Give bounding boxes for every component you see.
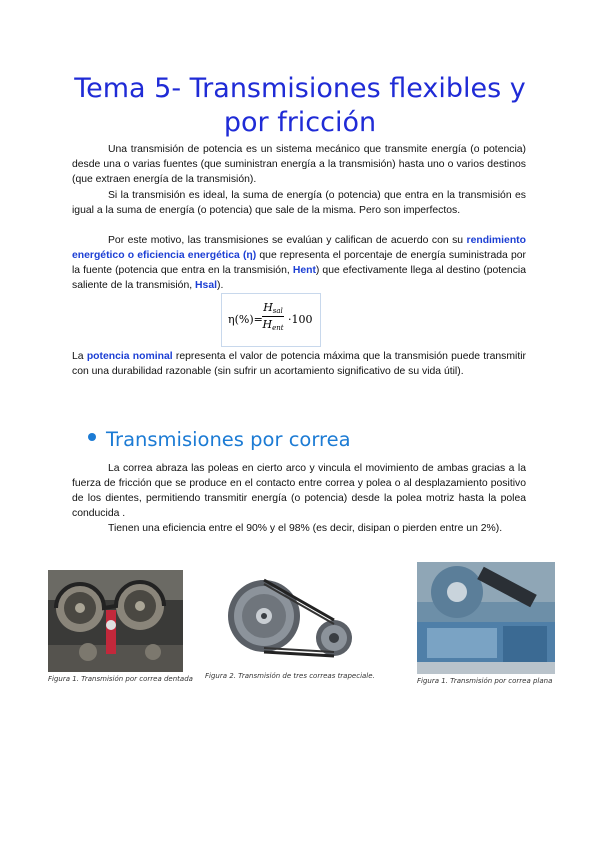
figure-caption-2: Figura 2. Transmisión de tres correas trapeciale.: [205, 672, 375, 680]
efficiency-formula: [221, 293, 321, 347]
figure-caption-3: Figura 1. Transmisión por correa plana: [417, 677, 553, 685]
figure-timing-belt-image: [48, 570, 183, 672]
page-title: Tema 5- Transmisiones flexibles y por fricción: [74, 73, 526, 138]
formula-lhs: η(%)=: [228, 313, 263, 326]
paragraph-eficiencia-correa: Tienen una eficiencia entre el 90% y el 98% (es decir, disipan o pierden entre un 2%).: [108, 523, 503, 534]
term-hsal: Hsal: [195, 280, 217, 291]
paragraph-correa: La correa abraza las poleas en cierto arco y vincula el movimiento de ambas gracias a la fuerza de fricción que se produce en el contacto entre correa y polea o al desplazamiento positivo de los dientes, permitiendo transmitir energía (o potencia) desde la polea motriz hasta la polea conducida .: [72, 463, 526, 519]
term-rendimiento: rendimiento energético o eficiencia energética (η): [72, 235, 526, 261]
paragraph-ideal: Si la transmisión es ideal, la suma de energía (o potencia) que entra en la transmisión es igual a la suma de energía (o potencia) que sale de la misma. Pero son imperfectos.: [72, 190, 526, 216]
formula-fraction: Hsal Hent: [262, 301, 284, 332]
formula-rhs: ·100: [288, 313, 313, 326]
figure-v-belt-image: [228, 572, 364, 668]
figure-flat-belt-image: [417, 562, 555, 674]
term-potencia-nominal: potencia nominal: [86, 351, 173, 362]
paragraph-intro: Una transmisión de potencia es un sistema mecánico que transmite energía (o potencia) desde una o varias fuentes (que suministran energía a la transmisión) hasta uno o varios destinos (que extraen energía de la transmisión).: [72, 144, 526, 185]
section-heading: Transmisiones por correa: [106, 428, 351, 451]
paragraph-efficiency: Por este motivo, las transmisiones se evalúan y califican de acuerdo con su rendimiento energético o eficiencia energética (η) que representa el porcentaje de energía suministrada por la fuente (potencia que entra en la transmisión, Hent) que efectivamente llega al destino (potencia saliente de la transmisión, Hsal).: [72, 235, 526, 291]
bullet-icon: [88, 433, 96, 441]
term-hent: Hent: [292, 265, 316, 276]
figure-caption-1: Figura 1. Transmisión por correa dentada: [48, 675, 193, 683]
paragraph-nominal: La potencia nominal representa el valor de potencia máxima que la transmisión puede transmitir con una durabilidad razonable (sin sufrir un acortamiento significativo de su vida útil).: [72, 351, 526, 377]
